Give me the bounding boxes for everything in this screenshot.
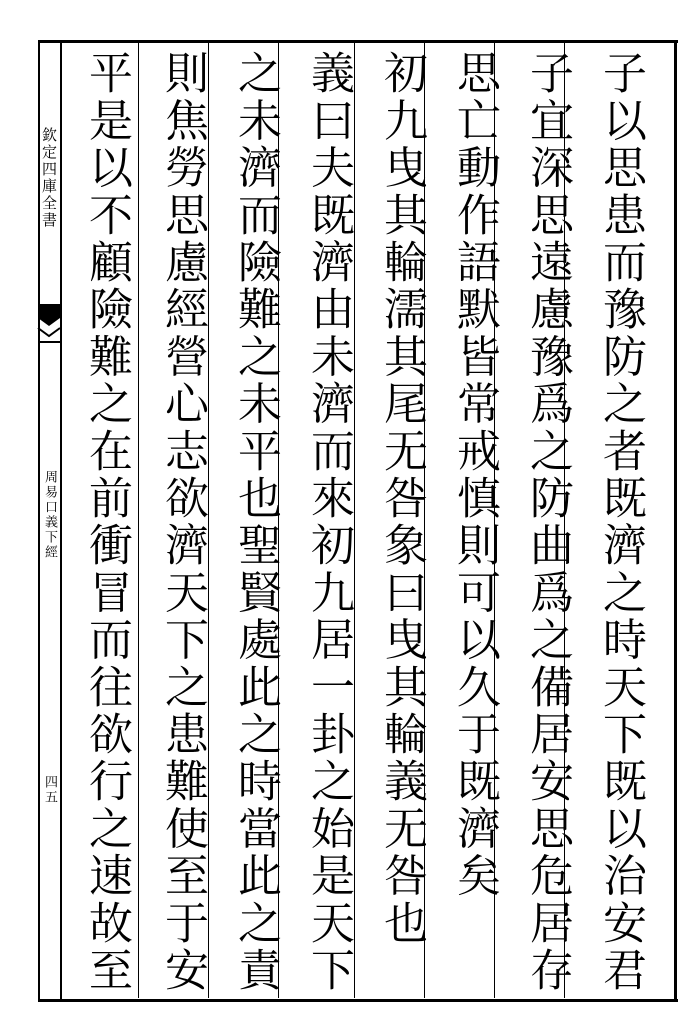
text-column-8: 平是以不顧險難之在前衝冒而往欲行之速故至 (81, 50, 132, 994)
text-column-2: 子宜深思遠慮豫爲之防曲爲之備居安思危居存 (522, 50, 573, 994)
column-divider (138, 42, 139, 998)
page-number: 四五 (42, 775, 57, 805)
text-column-3: 思亡動作語默皆常戒慎則可以久于既濟矣 (449, 50, 500, 900)
fishtail-ornament-icon (36, 300, 62, 346)
text-column-6: 之未濟而險難之未平也聖賢處此之時當此之責 (230, 50, 281, 994)
text-column-5: 義曰夫既濟由未濟而來初九居一卦之始是天下 (303, 50, 354, 994)
book-title: 欽定四庫全書 (40, 127, 58, 229)
text-column-7: 則焦勞思慮經營心志欲濟天下之患難使至于安 (157, 50, 208, 994)
margin-divider (60, 40, 62, 1000)
text-column-4: 初九曳其輪濡其尾无咎象曰曳其輪義无咎也 (376, 50, 427, 947)
bottom-border (38, 999, 678, 1002)
top-border (38, 40, 678, 43)
text-column-1: 子以思患而豫防之者既濟之時天下既以治安君 (595, 50, 646, 994)
section-title: 周易口義下經 (42, 470, 57, 560)
right-border (674, 40, 677, 1000)
